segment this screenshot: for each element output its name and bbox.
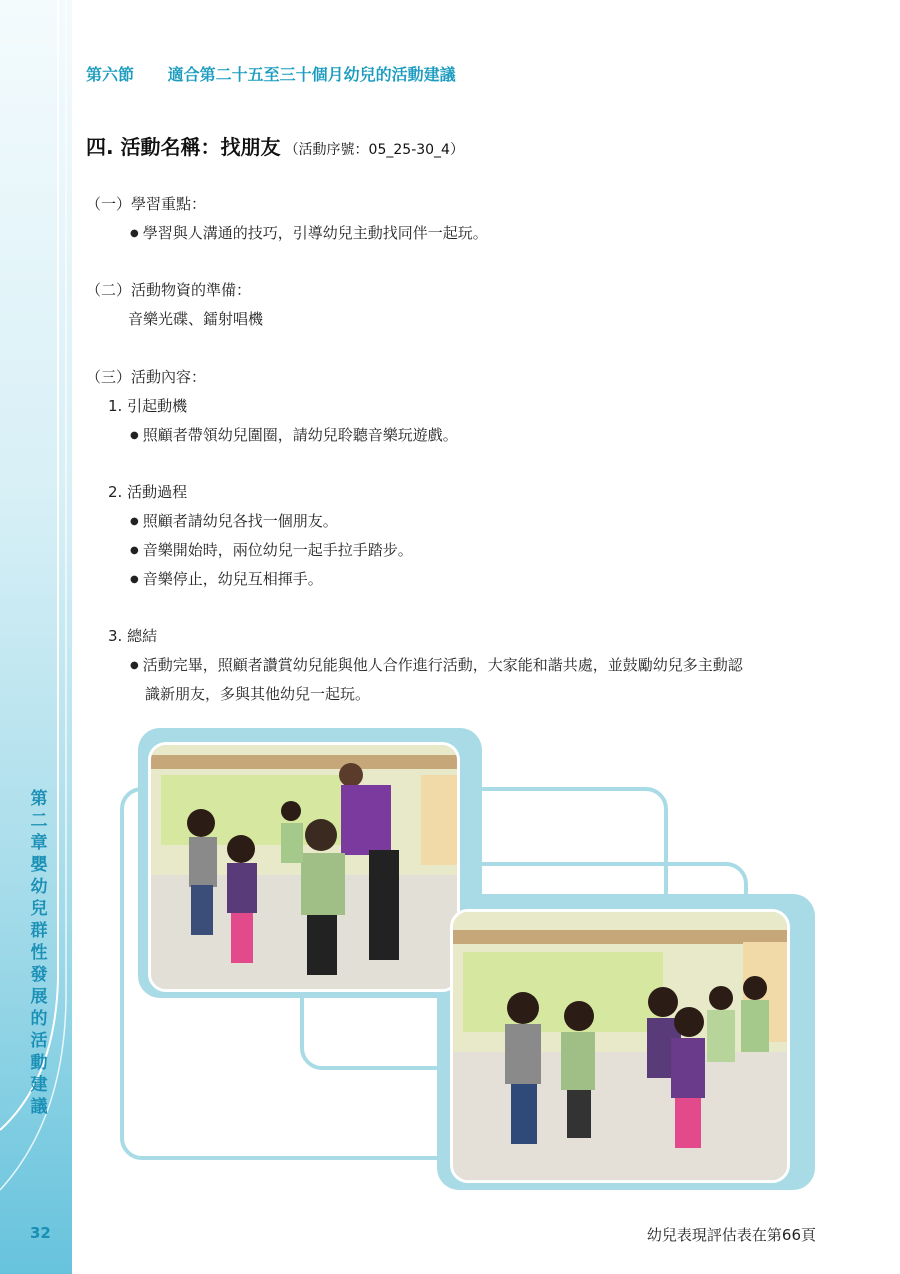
section-header [86, 62, 456, 85]
page-number: 32 [30, 1224, 51, 1242]
step-bullet: ● 音樂停止，幼兒互相揮手。 [130, 568, 323, 589]
learning-focus-heading: （一）學習重點： [86, 195, 207, 213]
activity-name: 四. 活動名稱：找朋友 [86, 135, 281, 159]
activity-title [86, 131, 464, 160]
content-heading: （三）活動內容： [86, 368, 207, 386]
step-title: 1. 引起動機 [108, 397, 188, 415]
materials-text: 音樂光碟、鐳射唱機 [128, 310, 264, 328]
activity-photo-pairs [450, 909, 790, 1183]
step-bullet-continuation: 識新朋友，多與其他幼兒一起玩。 [145, 685, 371, 703]
section-label: 第六節 [86, 65, 135, 84]
step-bullet: ● 活動完畢，照顧者讚賞幼兒能與他人合作進行活動，大家能和諧共處，並鼓勵幼兒多主動認 [130, 654, 743, 675]
photo-illustration [453, 912, 787, 1180]
step-title: 3. 總結 [108, 627, 158, 645]
step-title: 2. 活動過程 [108, 483, 188, 501]
chapter-title-vertical: 第二章 嬰幼兒群性發展的活動建議 [30, 789, 48, 1117]
step-bullet: ● 照顧者請幼兒各找一個朋友。 [130, 510, 338, 531]
learning-focus-bullet: ● 學習與人溝通的技巧，引導幼兒主動找同伴一起玩。 [130, 222, 488, 243]
activity-code: （活動序號：05_25-30_4） [284, 142, 464, 158]
step-bullet: ● 音樂開始時，兩位幼兒一起手拉手踏步。 [130, 539, 413, 560]
materials-heading: （二）活動物資的準備： [86, 281, 252, 299]
section-title: 適合第二十五至三十個月幼兒的活動建議 [167, 65, 456, 84]
activity-photo-circle [148, 742, 460, 992]
photo-illustration [151, 745, 457, 989]
assessment-reference: 幼兒表現評估表在第66頁 [646, 1226, 816, 1244]
step-bullet: ● 照顧者帶領幼兒圍圈，請幼兒聆聽音樂玩遊戲。 [130, 424, 458, 445]
